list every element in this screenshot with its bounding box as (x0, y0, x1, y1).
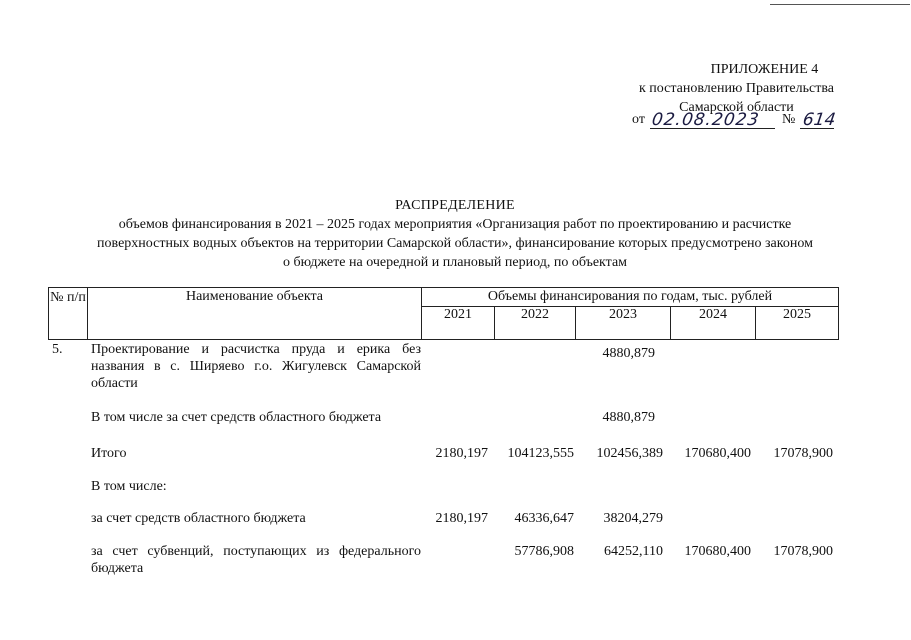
header-year-2022: 2022 (495, 307, 576, 340)
row-value-2021: 2180,197 (435, 446, 488, 461)
header-name: Наименование объекта (88, 288, 422, 340)
row-value-2021: 2180,197 (435, 511, 488, 526)
row-name: Проектирование и расчистка пруда и ерика без названия в с. Ширяево г.о. Жигулевск Самарской области (91, 342, 421, 391)
header-number: № п/п (49, 288, 88, 340)
row-value-2022: 104123,555 (507, 446, 574, 461)
annex-title: ПРИЛОЖЕНИЕ 4 (710, 62, 819, 77)
heading-line-2: поверхностных водных объектов на территории Самарской области», финансирование которых предусмотрено законом (97, 236, 813, 251)
header-year-2025: 2025 (756, 307, 839, 340)
heading-line-1: объемов финансирования в 2021 – 2025 годах мероприятия «Организация работ по проектированию и расчистке (118, 217, 792, 232)
annex-line-2: Самарской области (679, 100, 794, 115)
annex-block (639, 60, 834, 117)
handwritten-date: 02.08.2023 (650, 110, 761, 130)
row-value-2023: 38204,279 (603, 511, 663, 526)
row-value-2025: 17078,900 (773, 446, 833, 461)
row-value-2022: 57786,908 (514, 544, 574, 559)
row-value-2023: 4880,879 (602, 410, 655, 425)
date-underline (650, 128, 775, 129)
row-value-2023: 102456,389 (596, 446, 663, 461)
scan-edge-line (770, 4, 910, 5)
heading-title: РАСПРЕДЕЛЕНИЕ (395, 198, 515, 213)
row-value-2023: 64252,110 (604, 544, 663, 559)
annex-line-1: к постановлению Правительства (638, 81, 834, 96)
document-heading (40, 196, 870, 272)
row-value-2024: 170680,400 (684, 446, 751, 461)
row-number: 5. (52, 342, 63, 357)
resolution-reference (632, 110, 842, 134)
header-year-2021: 2021 (422, 307, 495, 340)
header-funding: Объемы финансирования по годам, тыс. рублей (422, 288, 839, 307)
heading-line-3: о бюджете на очередной и плановый период, по объектам (282, 255, 628, 270)
handwritten-number: 614 (801, 110, 837, 130)
row-name: за счет средств областного бюджета (91, 511, 306, 526)
row-name: Итого (91, 446, 127, 461)
header-year-2024: 2024 (671, 307, 756, 340)
row-value-2024: 170680,400 (684, 544, 751, 559)
row-name: В том числе: (91, 479, 167, 494)
number-label: № (782, 112, 796, 127)
row-name: за счет субвенций, поступающих из федерального бюджета (91, 544, 421, 576)
row-value-2023: 4880,879 (602, 346, 655, 361)
number-underline (800, 128, 834, 129)
from-label: от (632, 112, 645, 127)
table-header (48, 287, 839, 340)
header-year-2023: 2023 (576, 307, 671, 340)
row-name: В том числе за счет средств областного бюджета (91, 410, 382, 425)
row-value-2022: 46336,647 (514, 511, 574, 526)
row-value-2025: 17078,900 (773, 544, 833, 559)
